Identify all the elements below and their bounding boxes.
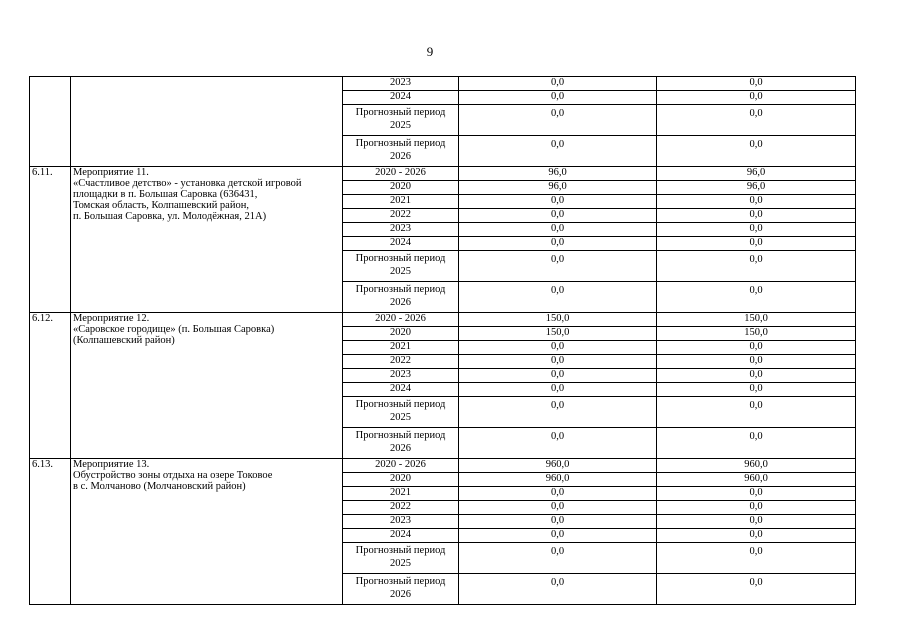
funding-table	[29, 76, 856, 605]
period-cell	[343, 397, 459, 428]
value-cell-2: 0,0	[657, 223, 856, 237]
description-line: Томская область, Колпашевский район,	[73, 200, 249, 211]
period-text: 2025	[390, 266, 411, 277]
value-cell-1: 0,0	[459, 251, 657, 282]
value-cell-2: 0,0	[657, 341, 856, 355]
table-row	[30, 77, 856, 91]
value-cell-2: 0,0	[657, 515, 856, 529]
period-cell	[343, 77, 459, 91]
period-text: 2026	[390, 443, 411, 454]
value-cell-1: 96,0	[459, 167, 657, 181]
value-cell-1: 0,0	[459, 282, 657, 313]
value-cell-1: 960,0	[459, 473, 657, 487]
value-cell-1: 0,0	[459, 77, 657, 91]
period-text: 2020 - 2026	[375, 167, 426, 178]
value-cell-2: 0,0	[657, 397, 856, 428]
value-cell-1: 0,0	[459, 105, 657, 136]
period-text: 2024	[390, 91, 411, 102]
period-cell	[343, 383, 459, 397]
value-cell-1: 0,0	[459, 529, 657, 543]
period-cell	[343, 209, 459, 223]
value-cell-2: 0,0	[657, 543, 856, 574]
item-number	[30, 77, 71, 167]
value-cell-2: 0,0	[657, 195, 856, 209]
period-text: 2020 - 2026	[375, 459, 426, 470]
value-cell-2: 0,0	[657, 383, 856, 397]
value-cell-1: 0,0	[459, 369, 657, 383]
value-cell-1: 0,0	[459, 543, 657, 574]
value-cell-2: 0,0	[657, 428, 856, 459]
item-number: 6.13.	[30, 459, 71, 605]
value-cell-2: 0,0	[657, 237, 856, 251]
period-text: 2020	[390, 181, 411, 192]
value-cell-1: 0,0	[459, 355, 657, 369]
period-cell	[343, 313, 459, 327]
period-text: Прогнозный период	[355, 545, 446, 556]
description-line: Мероприятие 13.	[73, 459, 150, 470]
description-line: Мероприятие 12.	[73, 313, 150, 324]
description-line: площадки в п. Большая Саровка (636431,	[73, 189, 258, 200]
value-cell-2: 0,0	[657, 501, 856, 515]
period-cell	[343, 105, 459, 136]
period-cell	[343, 428, 459, 459]
item-number: 6.11.	[30, 167, 71, 313]
period-text: 2020 - 2026	[375, 313, 426, 324]
value-cell-1: 0,0	[459, 91, 657, 105]
period-cell	[343, 341, 459, 355]
value-cell-2: 0,0	[657, 251, 856, 282]
period-text: 2022	[390, 355, 411, 366]
description-line: «Саровское городище» (п. Большая Саровка)	[73, 324, 275, 335]
page-number: 9	[426, 44, 434, 59]
table-row	[30, 313, 856, 327]
period-cell	[343, 251, 459, 282]
item-description	[71, 459, 343, 605]
value-cell-1: 0,0	[459, 574, 657, 605]
period-text: 2023	[390, 77, 411, 88]
value-cell-2: 0,0	[657, 136, 856, 167]
value-cell-2: 0,0	[657, 355, 856, 369]
period-text: 2021	[390, 195, 411, 206]
value-cell-2: 0,0	[657, 574, 856, 605]
value-cell-2: 0,0	[657, 529, 856, 543]
value-cell-1: 0,0	[459, 501, 657, 515]
value-cell-2: 96,0	[657, 167, 856, 181]
period-cell	[343, 195, 459, 209]
description-line: п. Большая Саровка, ул. Молодёжная, 21А)	[73, 211, 267, 222]
value-cell-2: 0,0	[657, 487, 856, 501]
period-text: 2023	[390, 369, 411, 380]
period-cell	[343, 282, 459, 313]
value-cell-2: 150,0	[657, 313, 856, 327]
period-text: 2021	[390, 341, 411, 352]
table-row	[30, 459, 856, 473]
period-cell	[343, 473, 459, 487]
period-cell	[343, 91, 459, 105]
period-cell	[343, 529, 459, 543]
description-line: «Счастливое детство» - установка детской игровой	[73, 178, 302, 189]
value-cell-1: 0,0	[459, 341, 657, 355]
period-cell	[343, 501, 459, 515]
period-text: Прогнозный период	[355, 430, 446, 441]
funding-table-body	[30, 77, 856, 605]
period-cell	[343, 515, 459, 529]
period-text: Прогнозный период	[355, 576, 446, 587]
period-text: 2026	[390, 151, 411, 162]
description-line: Обустройство зоны отдыха на озере Токовое	[73, 470, 273, 481]
table-row	[30, 167, 856, 181]
value-cell-2: 0,0	[657, 209, 856, 223]
period-cell	[343, 167, 459, 181]
value-cell-2: 96,0	[657, 181, 856, 195]
value-cell-2: 0,0	[657, 91, 856, 105]
value-cell-1: 0,0	[459, 195, 657, 209]
period-cell	[343, 543, 459, 574]
description-line: в с. Молчаново (Молчановский район)	[73, 481, 246, 492]
item-description	[71, 77, 343, 167]
period-text: Прогнозный период	[355, 399, 446, 410]
period-cell	[343, 369, 459, 383]
period-text: 2026	[390, 589, 411, 600]
value-cell-1: 150,0	[459, 327, 657, 341]
value-cell-2: 0,0	[657, 105, 856, 136]
value-cell-1: 960,0	[459, 459, 657, 473]
description-line: (Колпашевский район)	[73, 335, 175, 346]
period-text: 2021	[390, 487, 411, 498]
period-text: Прогнозный период	[355, 253, 446, 264]
value-cell-1: 0,0	[459, 237, 657, 251]
period-text: 2022	[390, 209, 411, 220]
period-cell	[343, 355, 459, 369]
description-line: Мероприятие 11.	[73, 167, 149, 178]
period-cell	[343, 327, 459, 341]
period-cell	[343, 181, 459, 195]
period-cell	[343, 574, 459, 605]
period-text: 2023	[390, 515, 411, 526]
period-cell	[343, 136, 459, 167]
period-text: 2025	[390, 412, 411, 423]
period-cell	[343, 487, 459, 501]
value-cell-2: 960,0	[657, 459, 856, 473]
period-text: 2025	[390, 120, 411, 131]
value-cell-2: 0,0	[657, 77, 856, 91]
period-cell	[343, 223, 459, 237]
value-cell-2: 0,0	[657, 282, 856, 313]
period-text: 2024	[390, 237, 411, 248]
value-cell-2: 0,0	[657, 369, 856, 383]
period-cell	[343, 459, 459, 473]
period-cell	[343, 237, 459, 251]
value-cell-1: 0,0	[459, 223, 657, 237]
period-text: Прогнозный период	[355, 107, 446, 118]
period-text: 2025	[390, 558, 411, 569]
value-cell-1: 0,0	[459, 428, 657, 459]
period-text: 2020	[390, 473, 411, 484]
period-text: Прогнозный период	[355, 138, 446, 149]
value-cell-1: 0,0	[459, 136, 657, 167]
period-text: 2022	[390, 501, 411, 512]
value-cell-1: 96,0	[459, 181, 657, 195]
period-text: 2024	[390, 529, 411, 540]
value-cell-1: 0,0	[459, 383, 657, 397]
period-text: Прогнозный период	[355, 284, 446, 295]
value-cell-1: 150,0	[459, 313, 657, 327]
item-description	[71, 167, 343, 313]
value-cell-1: 0,0	[459, 209, 657, 223]
period-text: 2026	[390, 297, 411, 308]
value-cell-1: 0,0	[459, 487, 657, 501]
value-cell-1: 0,0	[459, 397, 657, 428]
item-description	[71, 313, 343, 459]
period-text: 2024	[390, 383, 411, 394]
value-cell-2: 960,0	[657, 473, 856, 487]
item-number: 6.12.	[30, 313, 71, 459]
value-cell-2: 150,0	[657, 327, 856, 341]
period-text: 2020	[390, 327, 411, 338]
value-cell-1: 0,0	[459, 515, 657, 529]
period-text: 2023	[390, 223, 411, 234]
